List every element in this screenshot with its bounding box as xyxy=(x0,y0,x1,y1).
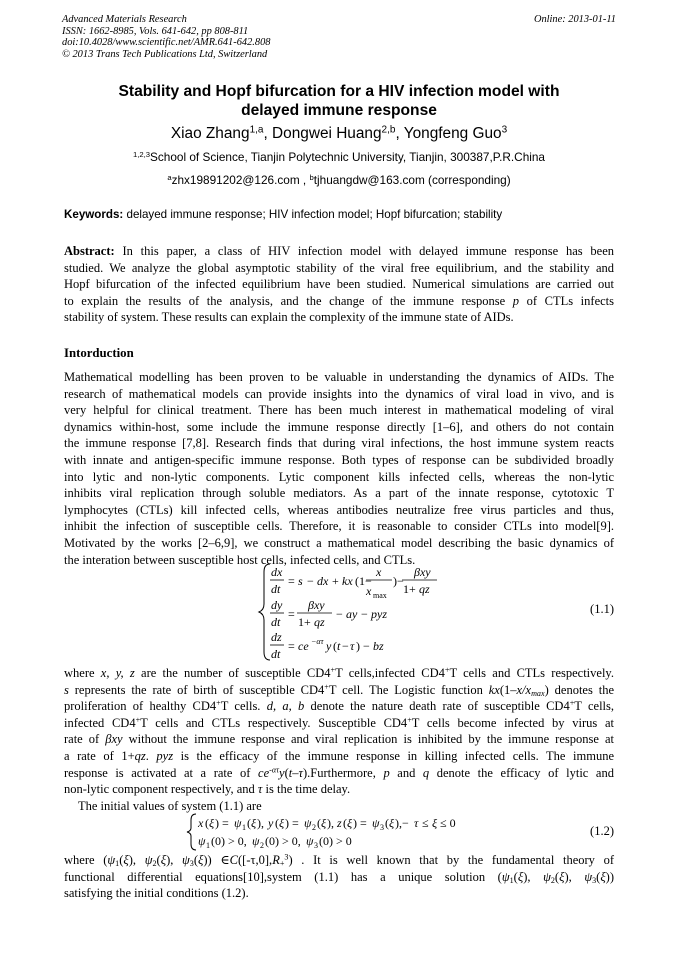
svg-text:ψ: ψ xyxy=(372,816,380,830)
svg-text:)−: )− xyxy=(393,574,404,588)
equation-1-1 xyxy=(0,562,678,662)
keywords-text: delayed immune response; HIV infection model; Hopf bifurcation; stability xyxy=(123,208,503,221)
svg-text:ξ: ξ xyxy=(432,816,438,830)
abstract-label: Abstract: xyxy=(64,244,115,258)
svg-text:ξ: ξ xyxy=(389,816,395,830)
abstract-line: Abstract: In this paper, a class of HIV infection model with delayed immune response has been xyxy=(64,244,614,258)
svg-text:) =: ) = xyxy=(353,816,367,830)
body-line: proliferation of healthy CD4+T cells. d, a, b denote the nature death rate of susceptible CD4+T cells, xyxy=(64,698,614,714)
abstract xyxy=(64,243,614,326)
svg-text:y: y xyxy=(326,639,332,653)
svg-text:(: ( xyxy=(275,816,279,830)
intro-paragraph xyxy=(64,369,614,568)
journal-copyright: © 2013 Trans Tech Publications Ltd, Switzerland xyxy=(62,48,268,60)
svg-text:2: 2 xyxy=(260,841,264,850)
svg-text:(: ( xyxy=(317,816,321,830)
svg-text:τ: τ xyxy=(414,816,419,830)
email-b[interactable]: tjhuangdw@163.com (corresponding) xyxy=(313,173,511,187)
intro-line: research of mathematical models can provide insights into the dynamics of viral load in vivo, and is xyxy=(64,386,614,401)
author-sup: 3 xyxy=(501,124,508,136)
svg-text:dt: dt xyxy=(271,582,281,596)
svg-text:(0) > 0,: (0) > 0, xyxy=(265,834,301,848)
svg-text:t: t xyxy=(337,639,341,653)
svg-text:=: = xyxy=(288,574,295,588)
body-line: s represents the rate of birth of susceptible CD4+T cell. The Logistic function $kx(1-x/x_{max})$ denotes the xyxy=(64,682,614,698)
svg-text:+: + xyxy=(332,574,339,588)
svg-text:ξ: ξ xyxy=(209,816,215,830)
body-line: where ($\psi_1(\xi)$, $\psi_2(\xi)$, $\psi_3(\xi)$) $\in C([-\tau,0],R_+^3)$ . It is well known that by the fundamental theory of xyxy=(64,852,614,869)
body-line: response is activated at a rate of $ce^{-\alpha\tau}y(t-\tau).Furthermore$, p and q denote the efficacy of lytic and xyxy=(64,765,614,780)
svg-text:ce: ce xyxy=(298,639,309,653)
author-separator: , xyxy=(263,125,273,142)
svg-text:−: − xyxy=(361,607,368,621)
journal-name: Advanced Materials Research xyxy=(62,14,187,25)
svg-text:dt: dt xyxy=(271,615,281,629)
svg-text:ψ: ψ xyxy=(306,834,314,848)
author-sup: 1,a xyxy=(249,124,264,136)
intro-line: the interation between susceptible host cells, infected cells, and CTLs. xyxy=(64,552,416,567)
abstract-line: studied. We analyze the global asymptotic stability of the viral free equilibrium, and the stability and xyxy=(64,260,614,275)
abstract-line: to explain the results of the analysis, and the change of the immune response p of CTLs infects xyxy=(64,293,615,308)
journal-header xyxy=(62,14,616,60)
svg-text:τ: τ xyxy=(350,639,355,653)
author-sup: 2,b xyxy=(381,124,396,136)
journal-issn: ISSN: 1662-8985, Vols. 641-642, pp 808-811 xyxy=(62,25,249,37)
intro-line: Mathematical modelling has been proven to be valuable in understanding the dynamics of AIDs. The xyxy=(64,370,614,384)
svg-text:(0) > 0,: (0) > 0, xyxy=(211,834,247,848)
svg-text:dx: dx xyxy=(317,574,329,588)
svg-text:(: ( xyxy=(205,816,209,830)
affiliation xyxy=(62,150,616,164)
body-line: The initial values of system (1.1) are xyxy=(78,798,262,813)
title-line-1: Stability and Hopf bifurcation for a HIV infection model with xyxy=(118,83,560,100)
svg-text:bz: bz xyxy=(373,639,384,653)
svg-text:3: 3 xyxy=(380,823,384,832)
svg-text:(: ( xyxy=(343,816,347,830)
email-b-sup: b xyxy=(309,172,314,182)
svg-text:ξ: ξ xyxy=(251,816,257,830)
svg-text:x: x xyxy=(376,565,382,579)
svg-text:s: s xyxy=(298,574,303,588)
keywords-label: Keywords: xyxy=(64,208,124,221)
keywords xyxy=(64,208,616,222)
body-line: functional differential equations[10],system (1.1) has a unique solution ($\psi_1(\xi)$, $\psi_2(\xi)$, $\psi_3(\xi)$) xyxy=(64,869,614,885)
svg-text:) =: ) = xyxy=(215,816,229,830)
svg-text:3: 3 xyxy=(314,841,318,850)
svg-text:),: ), xyxy=(327,816,334,830)
abstract-line: stability of system. These results can explain the complexity of the immune state of AIDs. xyxy=(64,310,514,325)
author-name: Yongfeng Guo xyxy=(403,125,502,142)
svg-text:≤ 0: ≤ 0 xyxy=(440,816,456,830)
svg-text:dy: dy xyxy=(271,598,283,612)
svg-text:−ατ: −ατ xyxy=(311,637,324,646)
svg-text:z: z xyxy=(337,816,342,830)
svg-text:y: y xyxy=(268,816,274,830)
intro-line: into lytic and non-lytic components. Lytic component kills infected cells, whereas the non-lytic xyxy=(64,469,614,484)
svg-text:ξ: ξ xyxy=(321,816,327,830)
body-line: infected CD4+T cells and CTLs respectively. Susceptible CD4+T cells become infected by virus at xyxy=(64,715,614,730)
body-line: rate of βxy without the immune response and viral replication is inhibited by the immune response at xyxy=(64,732,614,747)
equation-1-2-graphic xyxy=(0,812,678,852)
equation-1-1-graphic xyxy=(0,562,678,662)
author-list xyxy=(62,124,616,143)
section-heading: Intorduction xyxy=(64,346,134,360)
svg-text:ξ: ξ xyxy=(279,816,285,830)
svg-text:x: x xyxy=(366,584,372,598)
equation-number: (1.1) xyxy=(590,602,614,616)
author-name: Dongwei Huang xyxy=(272,125,382,142)
title-line-2: delayed immune response xyxy=(241,102,437,119)
svg-text:qz: qz xyxy=(419,582,430,596)
svg-text:) =: ) = xyxy=(285,816,299,830)
equation-1-2 xyxy=(0,812,678,852)
svg-text:=: = xyxy=(288,607,295,621)
body-line: a rate of 1+qz. pyz is the efficacy of the immune response in killing infected cells. The immune xyxy=(64,748,614,763)
svg-text:1: 1 xyxy=(242,823,246,832)
author-name: Xiao Zhang xyxy=(170,125,250,142)
svg-text:ψ: ψ xyxy=(304,816,312,830)
svg-text:2: 2 xyxy=(312,823,316,832)
email-a[interactable]: zhx19891202@126.com xyxy=(171,173,300,187)
svg-text:pyz: pyz xyxy=(371,607,387,621)
svg-text:(: ( xyxy=(247,816,251,830)
svg-text:kx: kx xyxy=(342,574,353,588)
svg-text:=: = xyxy=(288,639,295,653)
affiliation-sup: 1,2,3 xyxy=(132,149,151,159)
abstract-line: Hopf bifurcation of the infected equilibrium have been studied. Numerical simulations are carried out xyxy=(64,277,614,292)
body-line: satisfying the initial conditions (1.2). xyxy=(64,886,249,901)
equation-number: (1.2) xyxy=(590,824,614,838)
online-date: Online: 2013-01-11 xyxy=(533,14,616,25)
svg-text:βxy: βxy xyxy=(414,565,431,579)
email-separator: , xyxy=(299,173,310,187)
author-emails xyxy=(62,173,616,187)
svg-text:qz: qz xyxy=(314,615,325,629)
affiliation-text: School of Science, Tianjin Polytechnic University, Tianjin, 300387,P.R.China xyxy=(150,150,545,164)
svg-text:dx: dx xyxy=(271,565,283,579)
intro-line: Motivated by the works [2–6,9], we construct a mathematical model describing the basic dynamics of xyxy=(64,535,614,550)
svg-text:(: ( xyxy=(333,639,337,653)
svg-text:(1−: (1− xyxy=(355,574,372,588)
svg-text:ψ: ψ xyxy=(252,834,260,848)
svg-text:),−: ),− xyxy=(395,816,409,830)
svg-text:x: x xyxy=(198,816,204,830)
svg-text:ψ: ψ xyxy=(198,834,206,848)
svg-text:ay: ay xyxy=(346,607,358,621)
svg-text:ξ: ξ xyxy=(347,816,353,830)
svg-text:βxy: βxy xyxy=(308,598,325,612)
author-separator: , xyxy=(395,125,404,142)
svg-text:dt: dt xyxy=(271,647,281,661)
journal-doi: doi:10.4028/www.scientific.net/AMR.641-642.808 xyxy=(62,37,271,49)
solution-paragraph xyxy=(64,852,614,902)
intro-line: with innate and antigen-specific immune response. Both types of response can be subdivided broadly xyxy=(64,452,614,467)
body-line: non-lytic component respectively, and τ is the time delay. xyxy=(64,782,351,797)
email-a-sup: a xyxy=(167,172,172,182)
svg-text:−: − xyxy=(363,639,370,653)
svg-text:ψ: ψ xyxy=(234,816,242,830)
intro-line: the immune response [7,8]. Research finds that during viral infections, the host immune system reacts xyxy=(64,436,614,451)
intro-line: lymphocytes (CTLs) kill infected cells, whereas antibodies neutralize free virus particles and thus, xyxy=(64,502,614,517)
svg-text:max: max xyxy=(373,591,387,600)
body-line: where x, y, z are the number of susceptible CD4+T cells,infected CD4+T cells and CTLs respectively. xyxy=(64,665,614,680)
svg-text:−: − xyxy=(307,574,314,588)
svg-text:1: 1 xyxy=(206,841,210,850)
svg-text:dz: dz xyxy=(271,630,282,644)
svg-text:(: ( xyxy=(385,816,389,830)
svg-text:1+: 1+ xyxy=(403,582,416,596)
intro-line: inhibits viral replication through soluble mediators. As a part of the innate response, cytotoxic T xyxy=(64,486,614,501)
intro-line: very helpful for clinical treatment. There has been much interest in mathematical modeling of viral xyxy=(64,403,614,418)
svg-text:(0) > 0: (0) > 0 xyxy=(319,834,352,848)
svg-text:): ) xyxy=(356,639,360,653)
svg-text:1+: 1+ xyxy=(298,615,311,629)
variables-paragraph xyxy=(64,665,614,814)
paper-title xyxy=(62,82,616,120)
svg-text:−: − xyxy=(342,639,349,653)
svg-text:),: ), xyxy=(257,816,264,830)
intro-line: dynamics within-host, some include the immune response directly [1–6], and others do not contain xyxy=(64,419,614,434)
intro-line: inhibit the infection of susceptible cells. Therefore, it is reasonable to consider CTLs into model[9]. xyxy=(64,519,614,534)
svg-text:≤: ≤ xyxy=(422,816,429,830)
svg-text:−: − xyxy=(336,607,343,621)
